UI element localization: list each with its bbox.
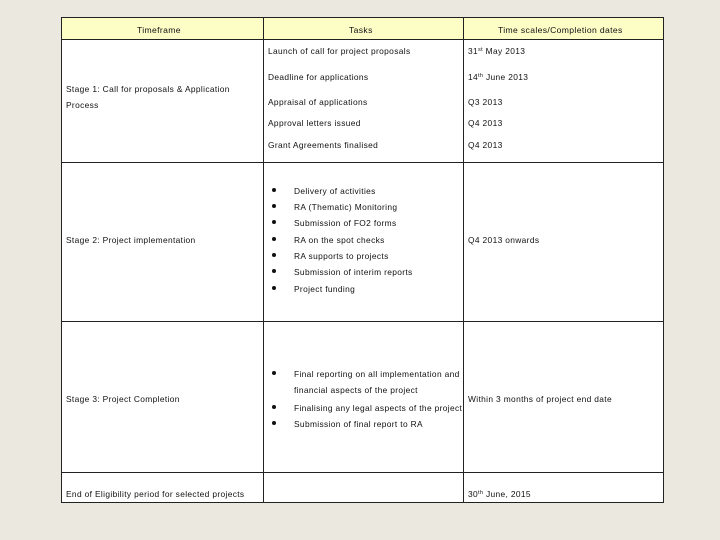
stage1-date-grant: Q4 2013: [468, 140, 503, 150]
bullet-icon: [272, 269, 276, 273]
stage1-label-line2: Process: [66, 100, 99, 110]
stage1-date-deadline: 14th June 2013: [468, 72, 529, 82]
stage2-task: RA supports to projects: [294, 251, 389, 261]
eligibility-label: End of Eligibility period for selected projects: [66, 489, 245, 499]
stage2-task: RA on the spot checks: [294, 235, 385, 245]
row-divider-1: [62, 162, 663, 163]
stage2-task: RA (Thematic) Monitoring: [294, 202, 398, 212]
stage3-task-line2: financial aspects of the project: [294, 385, 418, 395]
bullet-icon: [272, 421, 276, 425]
stage2-task: Submission of interim reports: [294, 267, 413, 277]
stage1-task-approval: Approval letters issued: [268, 118, 361, 128]
stage2-task: Delivery of activities: [294, 186, 376, 196]
stage2-label: Stage 2: Project implementation: [66, 235, 196, 245]
header-timescales: Time scales/Completion dates: [498, 25, 623, 35]
stage3-task: Submission of final report to RA: [294, 419, 423, 429]
stage1-date-appraisal: Q3 2013: [468, 97, 503, 107]
stage3-task: Finalising any legal aspects of the project: [294, 403, 463, 413]
bullet-icon: [272, 237, 276, 241]
header-tasks: Tasks: [349, 25, 373, 35]
stage3-date: Within 3 months of project end date: [468, 394, 612, 404]
bullet-icon: [272, 405, 276, 409]
bullet-icon: [272, 204, 276, 208]
eligibility-date: 30th June, 2015: [468, 489, 531, 499]
timeline-table: [61, 17, 664, 503]
bullet-icon: [272, 253, 276, 257]
row-divider-2: [62, 321, 663, 322]
stage1-task-grant: Grant Agreements finalised: [268, 140, 379, 150]
stage1-date-launch: 31st May 2013: [468, 46, 526, 56]
bullet-icon: [272, 286, 276, 290]
stage3-label: Stage 3: Project Completion: [66, 394, 180, 404]
column-divider-1: [263, 18, 264, 502]
bullet-icon: [272, 188, 276, 192]
stage1-label-line1: Stage 1: Call for proposals & Application: [66, 84, 230, 94]
stage1-date-approval: Q4 2013: [468, 118, 503, 128]
stage2-date: Q4 2013 onwards: [468, 235, 540, 245]
row-divider-3: [62, 472, 663, 473]
stage3-task-line1: Final reporting on all implementation and: [294, 369, 460, 379]
header-timeframe: Timeframe: [137, 25, 181, 35]
stage2-task: Project funding: [294, 284, 356, 294]
bullet-icon: [272, 220, 276, 224]
column-divider-2: [463, 18, 464, 502]
stage1-task-appraisal: Appraisal of applications: [268, 97, 368, 107]
stage1-task-launch: Launch of call for project proposals: [268, 46, 411, 56]
stage1-task-deadline: Deadline for applications: [268, 72, 369, 82]
bullet-icon: [272, 371, 276, 375]
stage2-task: Submission of FO2 forms: [294, 218, 397, 228]
